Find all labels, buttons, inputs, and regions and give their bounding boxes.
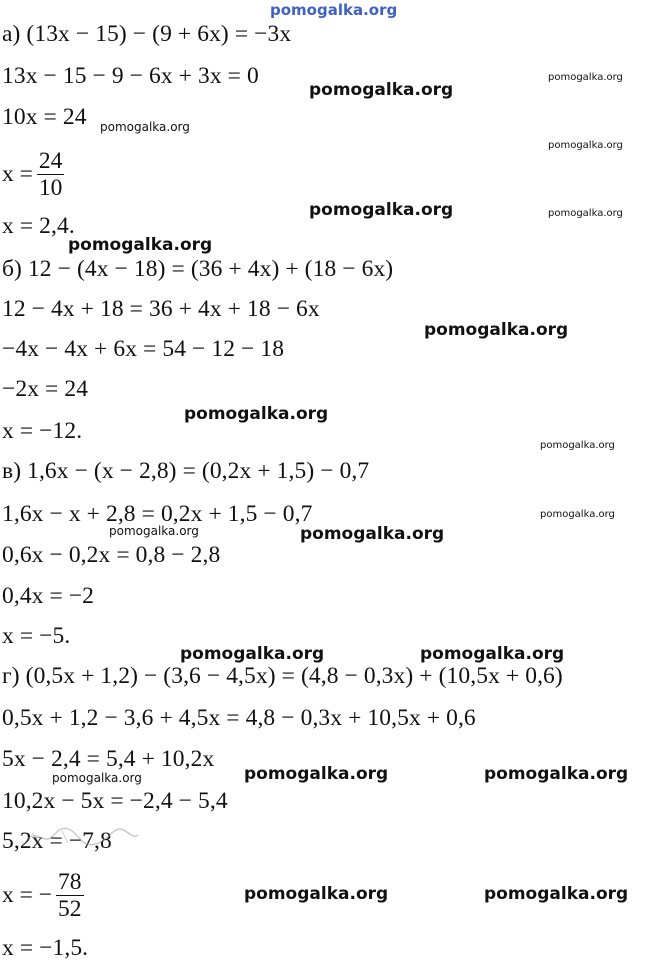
part-g-denominator: 52 xyxy=(58,896,82,922)
header-watermark: pomogalka.org xyxy=(270,1,398,19)
part-b-equation: б) 12 − (4x − 18) = (36 + 4x) + (18 − 6x) xyxy=(2,256,394,282)
watermark: pomogalka.org xyxy=(244,764,389,784)
watermark-medium: pomogalka.org xyxy=(109,524,199,538)
part-b-step-3: −2x = 24 xyxy=(2,376,89,402)
watermark: pomogalka.org xyxy=(184,404,329,424)
part-a-step-2: 10x = 24 xyxy=(2,104,87,130)
watermark: pomogalka.org xyxy=(309,200,454,220)
watermark-medium: pomogalka.org xyxy=(100,120,190,134)
watermark-medium: pomogalka.org xyxy=(52,771,142,785)
part-g-step-3: 10,2x − 5x = −2,4 − 5,4 xyxy=(2,788,228,814)
part-g-step-4: 5,2x = −7,8 xyxy=(2,828,112,854)
part-v-equation: в) 1,6x − (x − 2,8) = (0,2x + 1,5) − 0,7 xyxy=(2,458,370,484)
watermark-small: pomogalka.org xyxy=(548,140,623,151)
watermark: pomogalka.org xyxy=(68,235,213,255)
scribble-mark xyxy=(22,823,142,849)
part-b-step-2: −4x − 4x + 6x = 54 − 12 − 18 xyxy=(2,336,285,362)
part-g-step-1: 0,5x + 1,2 − 3,6 + 4,5x = 4,8 − 0,3x + 10,5x + 0,6 xyxy=(2,705,476,731)
part-b-step-1: 12 − 4x + 18 = 36 + 4x + 18 − 6x xyxy=(2,296,320,322)
watermark-small: pomogalka.org xyxy=(540,440,615,451)
part-g-numerator: 78 xyxy=(58,869,82,895)
watermark: pomogalka.org xyxy=(300,524,445,544)
watermark: pomogalka.org xyxy=(484,884,629,904)
part-g-step-2: 5x − 2,4 = 5,4 + 10,2x xyxy=(2,746,215,772)
part-g-answer: x = −1,5. xyxy=(2,935,89,961)
watermark: pomogalka.org xyxy=(180,644,325,664)
watermark-small: pomogalka.org xyxy=(548,72,623,83)
part-a-numerator: 24 xyxy=(38,148,63,174)
part-v-answer: x = −5. xyxy=(2,623,71,649)
part-a-fraction-step xyxy=(2,148,64,201)
part-a-denominator: 10 xyxy=(38,175,63,201)
watermark-small: pomogalka.org xyxy=(540,509,615,520)
part-b-answer: x = −12. xyxy=(2,418,83,444)
watermark: pomogalka.org xyxy=(244,884,389,904)
watermark: pomogalka.org xyxy=(309,80,454,100)
part-a-fraction-lhs: x = xyxy=(2,161,33,187)
watermark: pomogalka.org xyxy=(420,644,565,664)
part-g-fraction-lhs: x = − xyxy=(2,882,53,908)
part-v-step-3: 0,4x = −2 xyxy=(2,583,95,609)
watermark-small: pomogalka.org xyxy=(548,208,623,219)
part-a-answer: x = 2,4. xyxy=(2,213,75,239)
watermark: pomogalka.org xyxy=(424,320,569,340)
part-a-fraction xyxy=(37,148,65,201)
part-a-step-1: 13x − 15 − 9 − 6x + 3x = 0 xyxy=(2,63,259,89)
part-a-equation: а) (13x − 15) − (9 + 6x) = −3x xyxy=(2,21,292,47)
watermark: pomogalka.org xyxy=(484,764,629,784)
part-g-fraction-step xyxy=(2,869,84,922)
part-g-fraction xyxy=(56,869,84,922)
part-v-step-1: 1,6x − x + 2,8 = 0,2x + 1,5 − 0,7 xyxy=(2,501,313,527)
part-g-equation: г) (0,5x + 1,2) − (3,6 − 4,5x) = (4,8 − 0,3x) + (10,5x + 0,6) xyxy=(2,663,563,689)
part-v-step-2: 0,6x − 0,2x = 0,8 − 2,8 xyxy=(2,542,221,568)
